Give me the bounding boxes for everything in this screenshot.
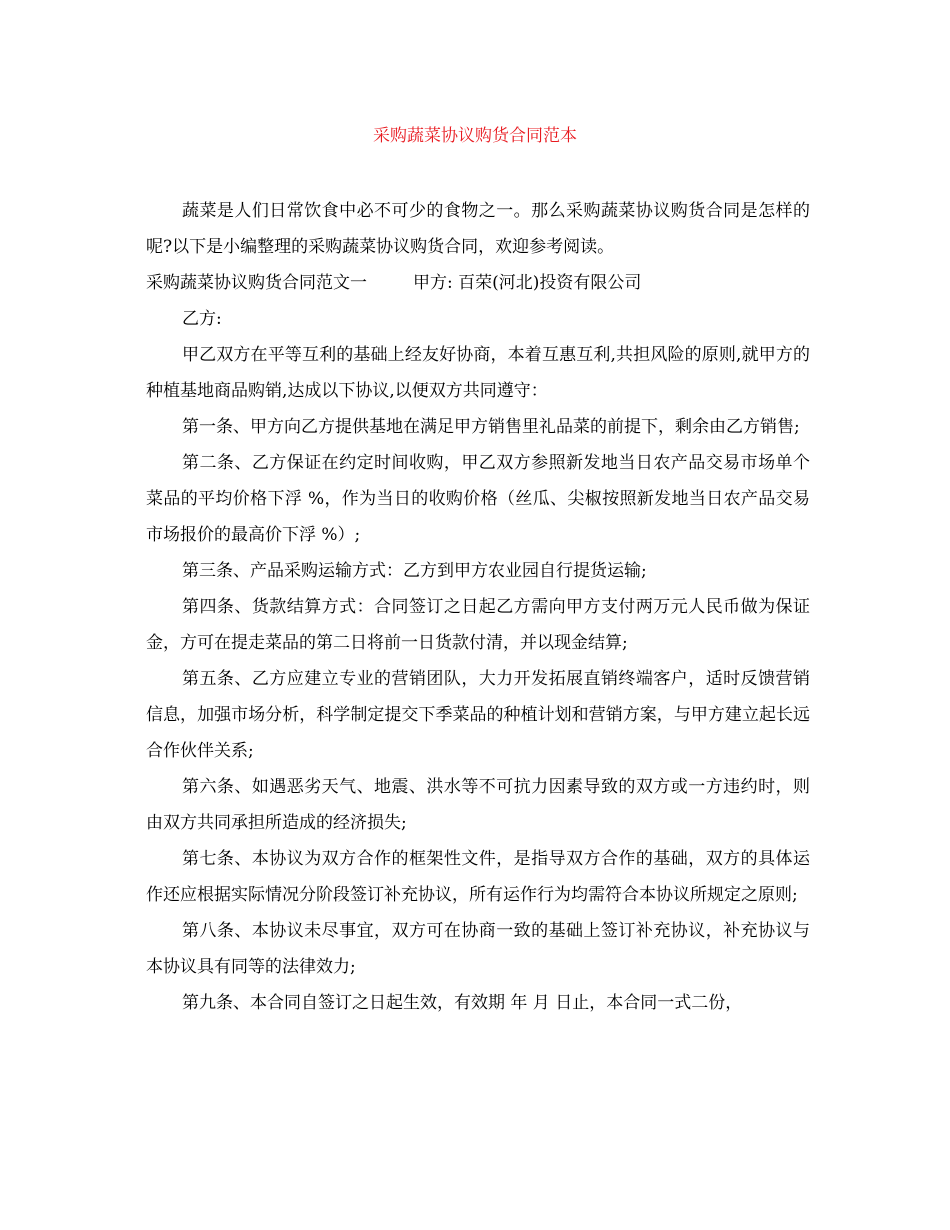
preamble-paragraph: 甲乙双方在平等互利的基础上经友好协商，本着互惠互利,共担风险的原则,就甲方的种植基地商品购销,达成以下协议,以便双方共同遵守：: [146, 345, 810, 401]
clause-paragraph: 第二条、乙方保证在约定时间收购，甲乙双方参照新发地当日农产品交易市场单个菜品的平均价格下浮 %，作为当日的收购价格（丝瓜、尖椒按照新发地当日农产品交易市场报价的最高价下浮 %）;: [146, 453, 810, 545]
clause-paragraph: 第一条、甲方向乙方提供基地在满足甲方销售里礼品菜的前提下，剩余由乙方销售;: [182, 417, 800, 437]
intro-paragraph: 蔬菜是人们日常饮食中必不可少的食物之一。那么采购蔬菜协议购货合同是怎样的呢?以下是小编整理的采购蔬菜协议购货合同，欢迎参考阅读。: [146, 201, 810, 257]
clause-paragraph: 第七条、本协议为双方合作的框架性文件，是指导双方合作的基础，双方的具体运作还应根据实际情况分阶段签订补充协议，所有运作行为均需符合本协议所规定之原则;: [146, 849, 810, 905]
document-title: 采购蔬菜协议购货合同范本: [373, 126, 577, 146]
clause-paragraph: 第三条、产品采购运输方式：乙方到甲方农业园自行提货运输;: [182, 561, 647, 581]
clause-paragraph: 第九条、本合同自签订之日起生效，有效期 年 月 日止，本合同一式二份，: [182, 993, 743, 1013]
party-b-line: 乙方:: [182, 309, 222, 329]
clause-paragraph: 第八条、本协议未尽事宜，双方可在协商一致的基础上签订补充协议，补充协议与本协议具有同等的法律效力;: [146, 921, 810, 977]
section-heading-line: [146, 265, 810, 301]
clause-paragraph: 第六条、如遇恶劣天气、地震、洪水等不可抗力因素导致的双方或一方违约时，则由双方共同承担所造成的经济损失;: [146, 777, 810, 833]
clause-paragraph: 第五条、乙方应建立专业的营销团队，大力开发拓展直销终端客户，适时反馈营销信息，加强市场分析，科学制定提交下季菜品的种植计划和营销方案，与甲方建立起长远合作伙伴关系;: [146, 669, 810, 761]
section-heading: 采购蔬菜协议购货合同范文一: [146, 273, 367, 293]
document-body: [146, 193, 810, 1021]
clause-paragraph: 第四条、货款结算方式：合同签订之日起乙方需向甲方支付两万元人民币做为保证金，方可在提走菜品的第二日将前一日货款付清，并以现金结算;: [146, 597, 810, 653]
party-a-line: 甲方: 百荣(河北)投资有限公司: [413, 273, 642, 293]
